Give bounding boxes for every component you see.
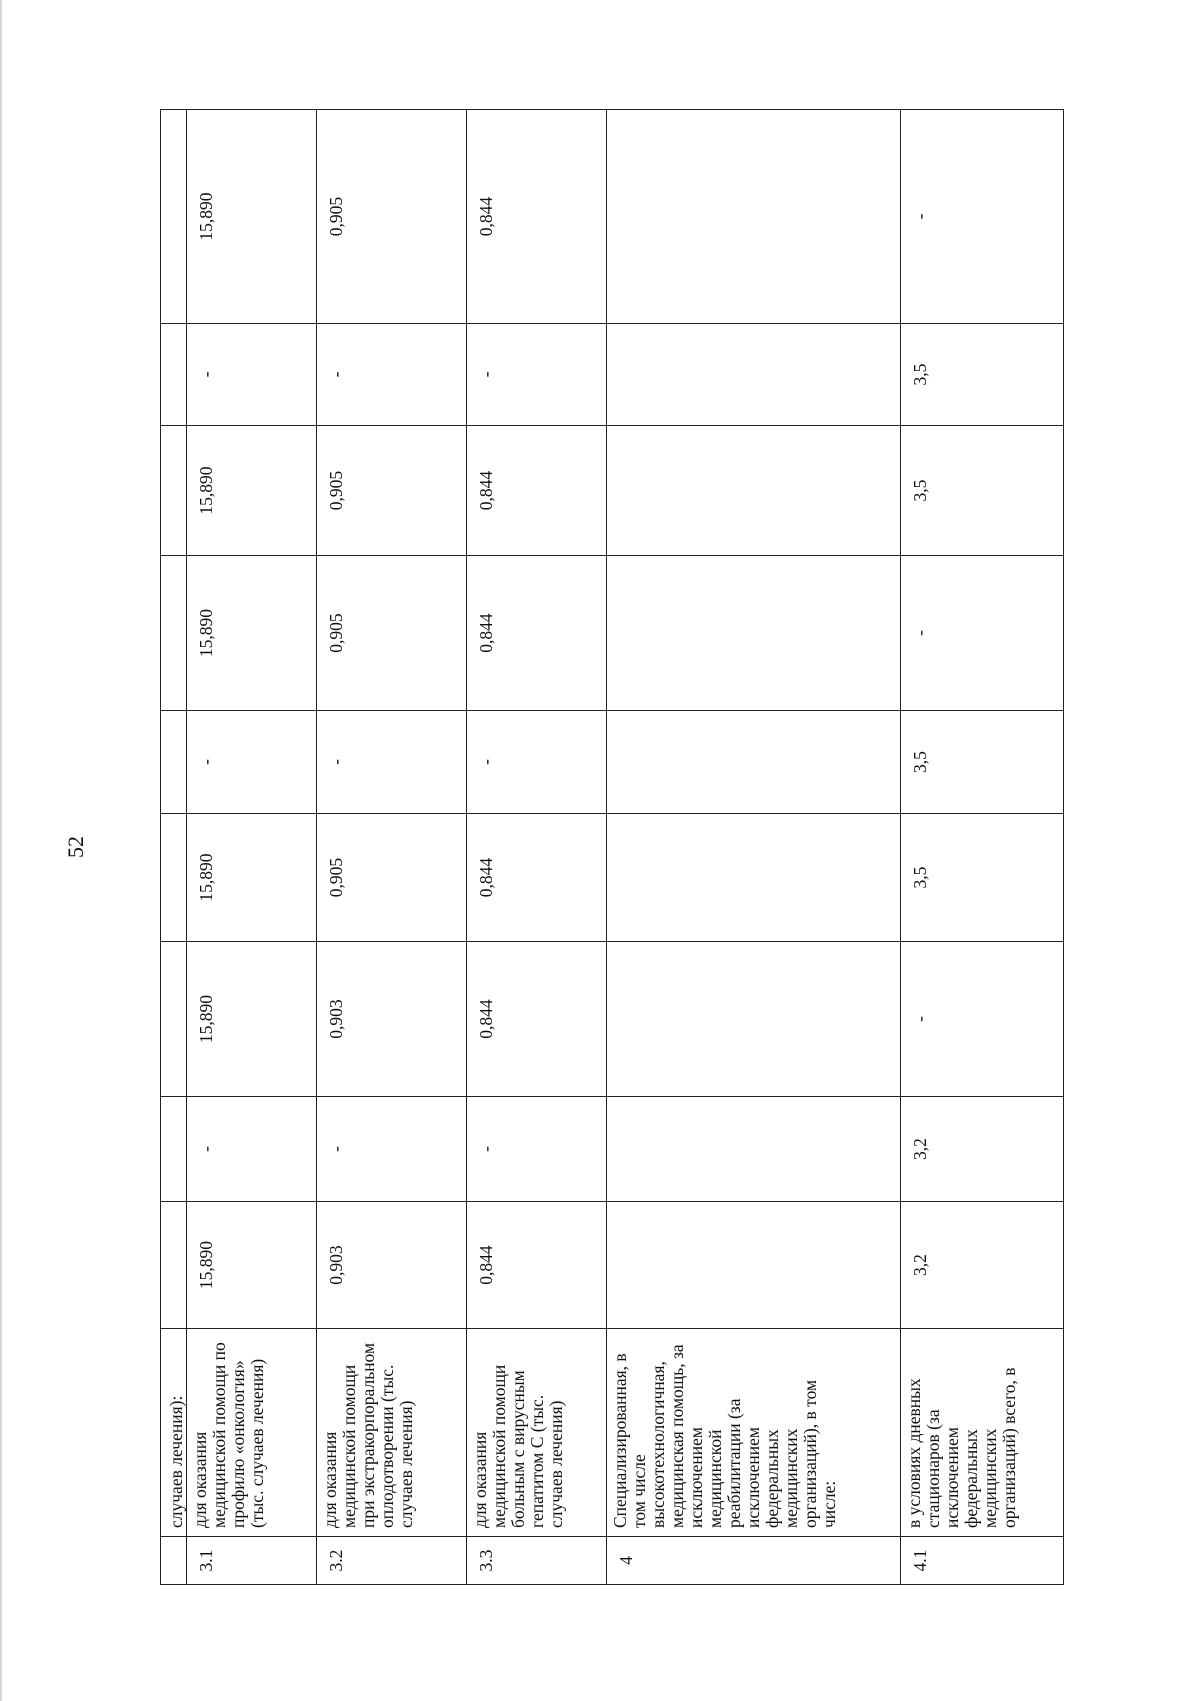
row-description-cell: для оказания медицинской помощи при экстракорпоральном оплодотворении (тыс. случаев лечения) (317, 1329, 467, 1537)
value-cell: 0,844 (467, 110, 607, 324)
page-number: 52 (63, 836, 88, 858)
table-row (901, 110, 1064, 1585)
row-description-cell: для оказания медицинской помощи больным с вирусным гепатитом С (тыс. случаев лечения) (467, 1329, 607, 1537)
value-cell: - (467, 711, 607, 814)
value-cell (161, 1097, 187, 1202)
value-cell: 3,2 (901, 1202, 1064, 1329)
value-cell (607, 110, 901, 324)
value-cell (161, 814, 187, 942)
row-number-cell: 3.3 (467, 1537, 607, 1585)
value-cell: 3,5 (901, 814, 1064, 942)
value-cell: 0,905 (317, 814, 467, 942)
value-cell: - (317, 1097, 467, 1202)
value-cell: - (467, 1097, 607, 1202)
value-cell: - (187, 324, 317, 426)
value-cell (607, 814, 901, 942)
value-cell (607, 556, 901, 711)
scan-edge (0, 0, 2, 1701)
value-cell: 15,890 (187, 814, 317, 942)
value-cell (607, 324, 901, 426)
value-cell: - (317, 324, 467, 426)
value-cell (607, 711, 901, 814)
value-cell: - (901, 110, 1064, 324)
value-cell: - (901, 942, 1064, 1097)
value-cell (161, 556, 187, 711)
row-description-cell: Специализированная, в том числе высокотехнологичная, медицинская помощь, за исключением медицинской реабилитации (за исключением федеральных медицинских организаций), в том числе: (607, 1329, 901, 1537)
value-cell (161, 110, 187, 324)
value-cell (161, 711, 187, 814)
table-row (187, 110, 317, 1585)
value-cell: - (187, 1097, 317, 1202)
value-cell (607, 942, 901, 1097)
row-number-cell: 4 (607, 1537, 901, 1585)
value-cell: 0,844 (467, 1202, 607, 1329)
table-row (161, 110, 187, 1585)
row-number-cell: 3.2 (317, 1537, 467, 1585)
value-cell (607, 426, 901, 556)
table-row (317, 110, 467, 1585)
table-body (161, 110, 1064, 1585)
value-cell: - (317, 711, 467, 814)
value-cell: 15,890 (187, 426, 317, 556)
value-cell: - (901, 556, 1064, 711)
value-cell: 0,844 (467, 556, 607, 711)
value-cell: 0,844 (467, 426, 607, 556)
value-cell: - (187, 711, 317, 814)
value-cell: 0,844 (467, 942, 607, 1097)
value-cell (161, 324, 187, 426)
value-cell: 15,890 (187, 110, 317, 324)
value-cell: 0,905 (317, 556, 467, 711)
value-cell: 0,905 (317, 426, 467, 556)
value-cell (161, 942, 187, 1097)
row-description-cell: в условиях дневных стационаров (за исключением федеральных медицинских организаций) всего, в (901, 1329, 1064, 1537)
row-number-cell: 3.1 (187, 1537, 317, 1585)
value-cell: 3,5 (901, 426, 1064, 556)
value-cell (161, 426, 187, 556)
value-cell: 0,903 (317, 1202, 467, 1329)
rotated-table-container (160, 110, 1110, 1585)
value-cell: 15,890 (187, 556, 317, 711)
value-cell: 15,890 (187, 942, 317, 1097)
row-description-cell: случаев лечения): (161, 1329, 187, 1537)
value-cell: 3,5 (901, 324, 1064, 426)
table-row (607, 110, 901, 1585)
value-cell (607, 1202, 901, 1329)
value-cell: 15,890 (187, 1202, 317, 1329)
row-description-cell: для оказания медицинской помощи по профилю «онкология» (тыс. случаев лечения) (187, 1329, 317, 1537)
row-number-cell (161, 1537, 187, 1585)
value-cell (161, 1202, 187, 1329)
value-cell: 0,903 (317, 942, 467, 1097)
value-cell: 3,2 (901, 1097, 1064, 1202)
value-cell: 0,905 (317, 110, 467, 324)
row-number-cell: 4.1 (901, 1537, 1064, 1585)
table-row (467, 110, 607, 1585)
value-cell: 3,5 (901, 711, 1064, 814)
value-cell: - (467, 324, 607, 426)
value-cell: 0,844 (467, 814, 607, 942)
data-table (160, 109, 1064, 1585)
value-cell (607, 1097, 901, 1202)
